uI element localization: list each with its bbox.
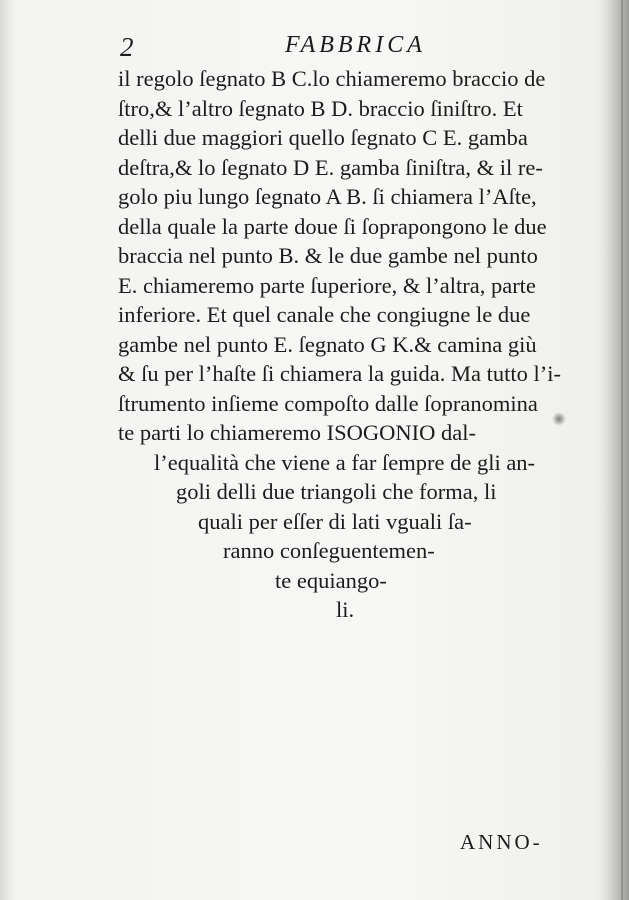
- text-line: li.: [336, 597, 355, 622]
- running-head: FABBRICA: [285, 32, 426, 58]
- text-line: te parti lo chiameremo ISOGONIO dal-: [118, 420, 477, 445]
- text-line: della quale la parte doue ſi ſoprapongono le due: [118, 213, 547, 239]
- text-line: ranno conſeguentemen-: [223, 538, 435, 563]
- page-number: 2: [120, 32, 134, 62]
- text-line: delli due maggiori quello ſegnato C E. gamba: [118, 125, 528, 150]
- text-line: deſtra,& lo ſegnato D E. gamba ſiniſtra, & il re-: [118, 154, 543, 180]
- ink-smudge: [552, 412, 566, 426]
- text-line: gambe nel punto E. ſegnato G K.& camina giù: [118, 331, 537, 357]
- catchword: ANNO-: [460, 830, 543, 854]
- page-header: [0, 28, 629, 62]
- body-text: [118, 64, 583, 625]
- text-line: golo piu lungo ſegnato A B. ſi chiamera l’Aſte,: [118, 184, 537, 209]
- text-line: il regolo ſegnato B C.lo chiameremo braccio de: [118, 66, 546, 91]
- text-line: E. chiameremo parte ſuperiore, & l’altra, parte: [118, 272, 536, 298]
- text-line: goli delli due triangoli che forma, li: [176, 479, 497, 504]
- page-gutter-shadow: [595, 0, 629, 900]
- text-line: & ſu per l’haſte ſi chiamera la guida. Ma tutto l’i-: [118, 361, 561, 386]
- text-line: l’equalità che viene a far ſempre de gli an-: [154, 449, 536, 475]
- page-edge-line: [621, 0, 623, 900]
- text-line: ſtrumento inſieme compoſto dalle ſopranomina: [118, 390, 538, 416]
- text-line: te equiango-: [275, 567, 387, 593]
- text-line: quali per eſſer di lati vguali ſa-: [198, 508, 472, 534]
- text-line: ſtro,& l’altro ſegnato B D. braccio ſiniſtro. Et: [118, 95, 523, 121]
- text-line: inferiore. Et quel canale che congiugne le due: [118, 302, 531, 327]
- text-line: braccia nel punto B. & le due gambe nel punto: [118, 243, 538, 268]
